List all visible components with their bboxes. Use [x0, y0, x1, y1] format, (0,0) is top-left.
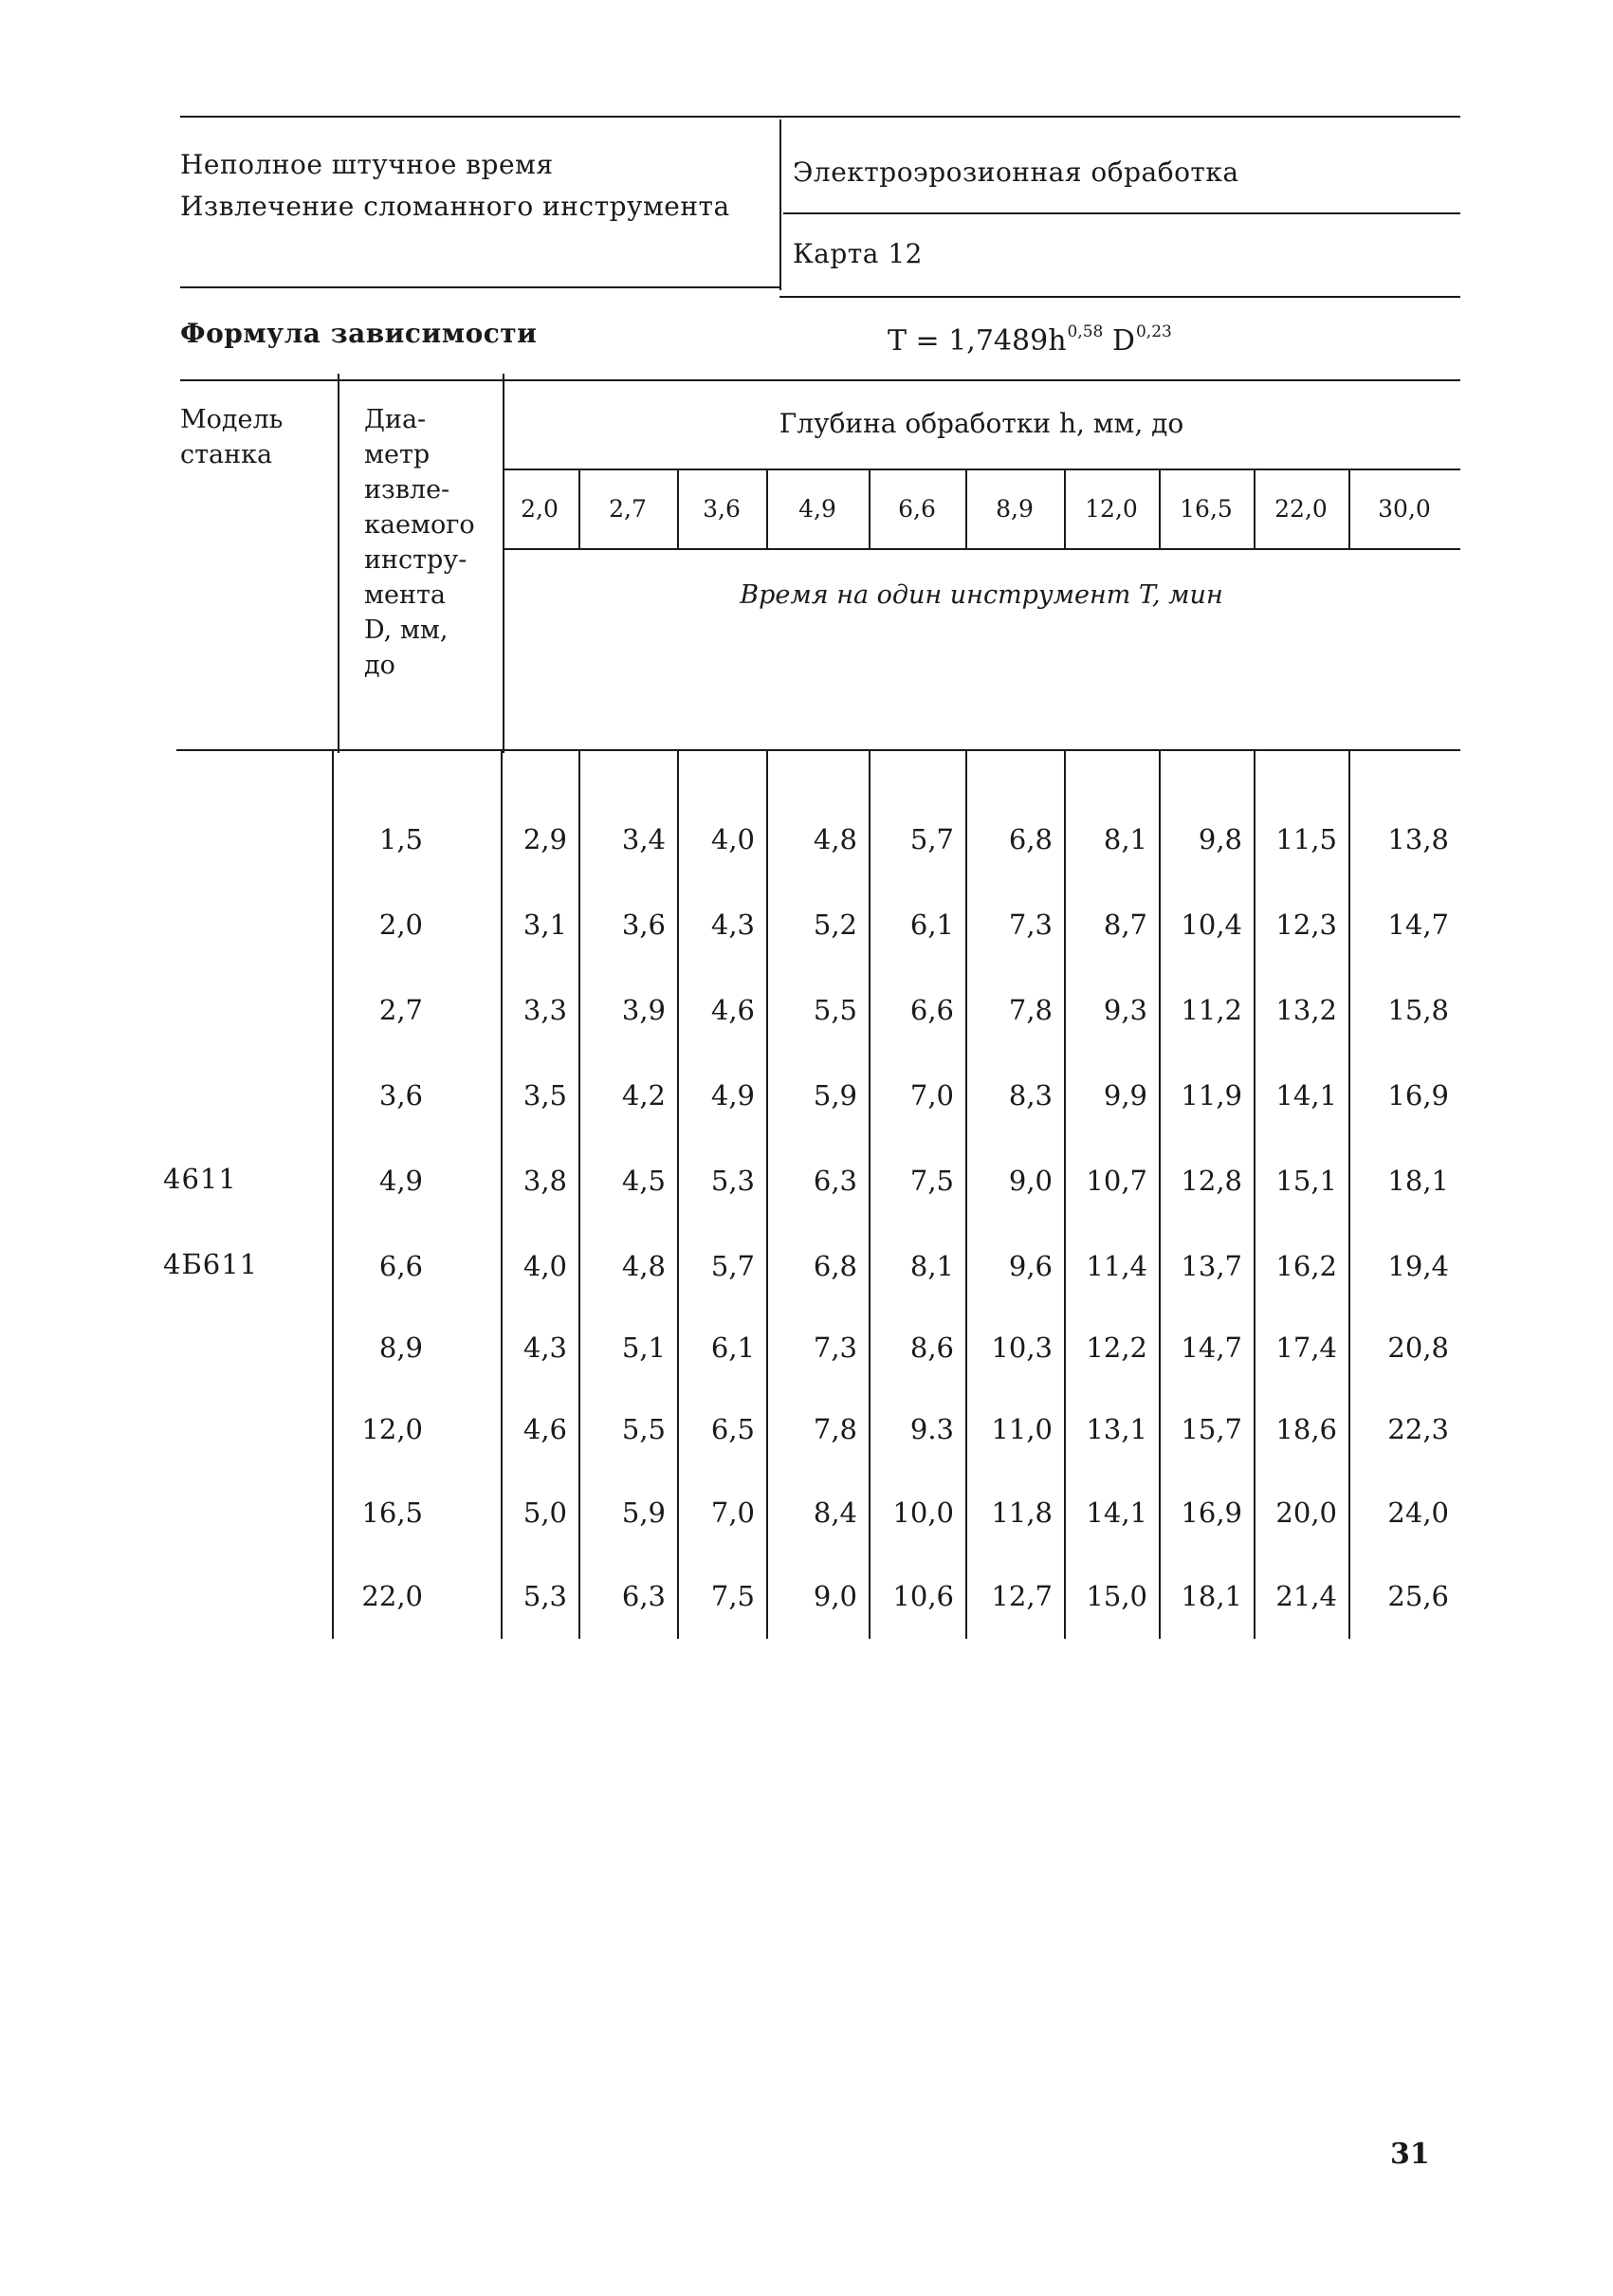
header-left-bottom-rule — [180, 286, 781, 288]
header-right-title: Электроэрозионная обработка — [793, 156, 1239, 188]
model-4611: 4611 — [163, 1163, 237, 1195]
time-header: Время на один инструмент T, мин — [740, 580, 1223, 610]
time-value-cell: 13,7 — [1181, 1250, 1242, 1282]
time-value-cell: 15,0 — [1086, 1580, 1147, 1612]
time-value-cell: 11,0 — [991, 1413, 1053, 1445]
time-value-cell: 16,9 — [1387, 1079, 1449, 1111]
time-value-cell: 4,3 — [710, 909, 755, 941]
header-vline-model — [338, 374, 339, 753]
time-value-cell: 6,1 — [909, 909, 954, 941]
depth-value: 22,0 — [1274, 495, 1328, 523]
header-divider — [779, 119, 781, 290]
depth-value: 8,9 — [996, 495, 1034, 523]
time-value-cell: 8,1 — [909, 1250, 954, 1282]
col-diameter-label — [364, 402, 497, 683]
diameter-value: 12,0 — [361, 1413, 423, 1445]
col-model-label: Модель станка — [180, 405, 284, 469]
time-value-cell: 25,6 — [1387, 1580, 1449, 1612]
formula-lhs: T = 1,7489h — [888, 324, 1067, 358]
time-value-cell: 12,8 — [1181, 1165, 1242, 1197]
time-value-cell: 18,6 — [1275, 1413, 1337, 1445]
time-value-cell: 8,4 — [813, 1497, 857, 1529]
model-4b611: 4Б611 — [163, 1248, 259, 1280]
time-value-cell: 14,7 — [1387, 909, 1449, 941]
depth-value: 2,7 — [609, 495, 647, 523]
time-value-cell: 24,0 — [1387, 1497, 1449, 1529]
depth-separator — [1254, 470, 1256, 548]
time-value-cell: 6,3 — [621, 1580, 666, 1612]
depth-separator — [1064, 470, 1066, 548]
dia-label-line: каемого — [364, 510, 475, 540]
depth-value: 4,9 — [798, 495, 836, 523]
time-value-cell: 7,3 — [813, 1332, 857, 1364]
dia-label-line: до — [364, 651, 395, 680]
time-value-cell: 14,7 — [1181, 1332, 1242, 1364]
time-value-cell: 10,4 — [1181, 909, 1242, 941]
diameter-value: 3,6 — [378, 1079, 423, 1111]
time-value-cell: 11,9 — [1181, 1079, 1242, 1111]
time-value-cell: 13,1 — [1086, 1413, 1147, 1445]
time-value-cell: 11,4 — [1086, 1250, 1147, 1282]
time-value-cell: 9,3 — [1103, 994, 1147, 1026]
time-value-cell: 19,4 — [1387, 1250, 1449, 1282]
diameter-value: 16,5 — [361, 1497, 423, 1529]
time-value-cell: 5,3 — [522, 1580, 567, 1612]
time-value-cell: 9,0 — [813, 1580, 857, 1612]
time-value-cell: 17,4 — [1275, 1332, 1337, 1364]
header-right-bottom-rule — [779, 296, 1460, 298]
time-value-cell: 8,3 — [1008, 1079, 1053, 1111]
time-value-cell: 7,3 — [1008, 909, 1053, 941]
time-value-cell: 2,9 — [522, 823, 567, 855]
time-value-cell: 10,3 — [991, 1332, 1053, 1364]
time-value-cell: 6,8 — [1008, 823, 1053, 855]
time-value-cell: 7,5 — [909, 1165, 954, 1197]
time-value-cell: 4,0 — [710, 823, 755, 855]
time-value-cell: 10,6 — [892, 1580, 954, 1612]
time-value-cell: 8,1 — [1103, 823, 1147, 855]
depth-separator — [766, 470, 768, 548]
top-rule — [180, 116, 1460, 118]
time-value-cell: 4,8 — [621, 1250, 666, 1282]
time-value-cell: 7,8 — [1008, 994, 1053, 1026]
depth-value: 16,5 — [1180, 495, 1233, 523]
depth-values-rule — [504, 548, 1460, 550]
header-left-line2: Извлечение сломанного инструмента — [180, 191, 730, 222]
time-value-cell: 5,9 — [813, 1079, 857, 1111]
depth-separator — [1348, 470, 1350, 548]
formula-exp-d: 0,23 — [1135, 322, 1172, 341]
time-value-cell: 14,1 — [1275, 1079, 1337, 1111]
time-value-cell: 7,0 — [710, 1497, 755, 1529]
time-value-cell: 9,9 — [1103, 1079, 1147, 1111]
time-value-cell: 4,2 — [621, 1079, 666, 1111]
time-value-cell: 3,6 — [621, 909, 666, 941]
diameter-value: 1,5 — [378, 823, 423, 855]
dia-label-line: Диа- — [364, 405, 427, 434]
time-value-cell: 8,6 — [909, 1332, 954, 1364]
time-value-cell: 9,8 — [1198, 823, 1242, 855]
time-value-cell: 11,2 — [1181, 994, 1242, 1026]
time-value-cell: 15,7 — [1181, 1413, 1242, 1445]
depth-value: 3,6 — [703, 495, 741, 523]
time-value-cell: 15,1 — [1275, 1165, 1337, 1197]
time-value-cell: 6,3 — [813, 1165, 857, 1197]
time-value-cell: 5,5 — [813, 994, 857, 1026]
diameter-value: 2,0 — [378, 909, 423, 941]
time-value-cell: 13,2 — [1275, 994, 1337, 1026]
time-value-cell: 3,4 — [621, 823, 666, 855]
dia-label-line: инстру- — [364, 545, 467, 575]
header-right-rule — [783, 212, 1460, 214]
depth-header: Глубина обработки h, мм, до — [779, 408, 1184, 439]
time-value-cell: 11,8 — [991, 1497, 1053, 1529]
time-value-cell: 9.3 — [909, 1413, 954, 1445]
dia-label-line: метр — [364, 440, 431, 469]
time-value-cell: 3,9 — [621, 994, 666, 1026]
time-value-cell: 4,3 — [522, 1332, 567, 1364]
diameter-value: 8,9 — [378, 1332, 423, 1364]
formula-label: Формула зависимости — [180, 318, 538, 349]
time-value-cell: 15,8 — [1387, 994, 1449, 1026]
time-value-cell: 10,7 — [1086, 1165, 1147, 1197]
time-value-cell: 4,6 — [710, 994, 755, 1026]
time-value-cell: 6,6 — [909, 994, 954, 1026]
time-value-cell: 18,1 — [1181, 1580, 1242, 1612]
time-value-cell: 16,2 — [1275, 1250, 1337, 1282]
time-value-cell: 12,7 — [991, 1580, 1053, 1612]
time-value-cell: 4,5 — [621, 1165, 666, 1197]
dia-label-line: мента — [364, 580, 447, 610]
time-value-cell: 9,6 — [1008, 1250, 1053, 1282]
time-value-cell: 12,3 — [1275, 909, 1337, 941]
time-value-cell: 18,1 — [1387, 1165, 1449, 1197]
depth-value: 6,6 — [898, 495, 936, 523]
dia-label-line: извле- — [364, 475, 450, 505]
time-value-cell: 4,6 — [522, 1413, 567, 1445]
time-value-cell: 20,8 — [1387, 1332, 1449, 1364]
depth-separator — [578, 470, 580, 548]
time-value-cell: 3,5 — [522, 1079, 567, 1111]
time-value-cell: 6,1 — [710, 1332, 755, 1364]
formula-expression — [888, 322, 1172, 358]
diameter-value: 22,0 — [361, 1580, 423, 1612]
depth-value: 30,0 — [1378, 495, 1431, 523]
time-value-cell: 3,1 — [522, 909, 567, 941]
time-value-cell: 20,0 — [1275, 1497, 1337, 1529]
diameter-value: 6,6 — [378, 1250, 423, 1282]
body-vline-model — [332, 751, 334, 1639]
time-value-cell: 14,1 — [1086, 1497, 1147, 1529]
time-value-cell: 7,0 — [909, 1079, 954, 1111]
depth-separator — [869, 470, 871, 548]
time-value-cell: 12,2 — [1086, 1332, 1147, 1364]
depth-separator — [677, 470, 679, 548]
formula-exp-h: 0,58 — [1067, 322, 1104, 341]
time-value-cell: 6,8 — [813, 1250, 857, 1282]
diameter-value: 4,9 — [378, 1165, 423, 1197]
card-number: Карта 12 — [793, 238, 923, 269]
time-value-cell: 5,1 — [621, 1332, 666, 1364]
formula-mid: D — [1103, 324, 1135, 358]
time-value-cell: 21,4 — [1275, 1580, 1337, 1612]
page-number: 31 — [1390, 2138, 1430, 2171]
time-value-cell: 13,8 — [1387, 823, 1449, 855]
time-value-cell: 9,0 — [1008, 1165, 1053, 1197]
time-value-cell: 3,3 — [522, 994, 567, 1026]
depth-separator — [965, 470, 967, 548]
time-value-cell: 7,8 — [813, 1413, 857, 1445]
formula-rule — [180, 379, 1460, 381]
time-value-cell: 7,5 — [710, 1580, 755, 1612]
depth-separator — [1159, 470, 1161, 548]
time-value-cell: 5,9 — [621, 1497, 666, 1529]
diameter-value: 2,7 — [378, 994, 423, 1026]
time-value-cell: 4,8 — [813, 823, 857, 855]
time-value-cell: 5,2 — [813, 909, 857, 941]
depth-value: 2,0 — [521, 495, 559, 523]
time-value-cell: 4,0 — [522, 1250, 567, 1282]
time-value-cell: 5,5 — [621, 1413, 666, 1445]
time-value-cell: 3,8 — [522, 1165, 567, 1197]
dia-label-line: D, мм, — [364, 615, 449, 645]
time-value-cell: 10,0 — [892, 1497, 954, 1529]
time-value-cell: 22,3 — [1387, 1413, 1449, 1445]
time-value-cell: 16,9 — [1181, 1497, 1242, 1529]
header-left-line1: Неполное штучное время — [180, 149, 554, 180]
time-value-cell: 5,7 — [710, 1250, 755, 1282]
table-header-bottom-rule — [176, 749, 1460, 751]
time-value-cell: 5,7 — [909, 823, 954, 855]
depth-value: 12,0 — [1085, 495, 1138, 523]
time-value-cell: 4,9 — [710, 1079, 755, 1111]
time-value-cell: 8,7 — [1103, 909, 1147, 941]
time-value-cell: 5,0 — [522, 1497, 567, 1529]
depth-header-rule — [504, 468, 1460, 470]
time-value-cell: 5,3 — [710, 1165, 755, 1197]
time-value-cell: 6,5 — [710, 1413, 755, 1445]
time-value-cell: 11,5 — [1275, 823, 1337, 855]
